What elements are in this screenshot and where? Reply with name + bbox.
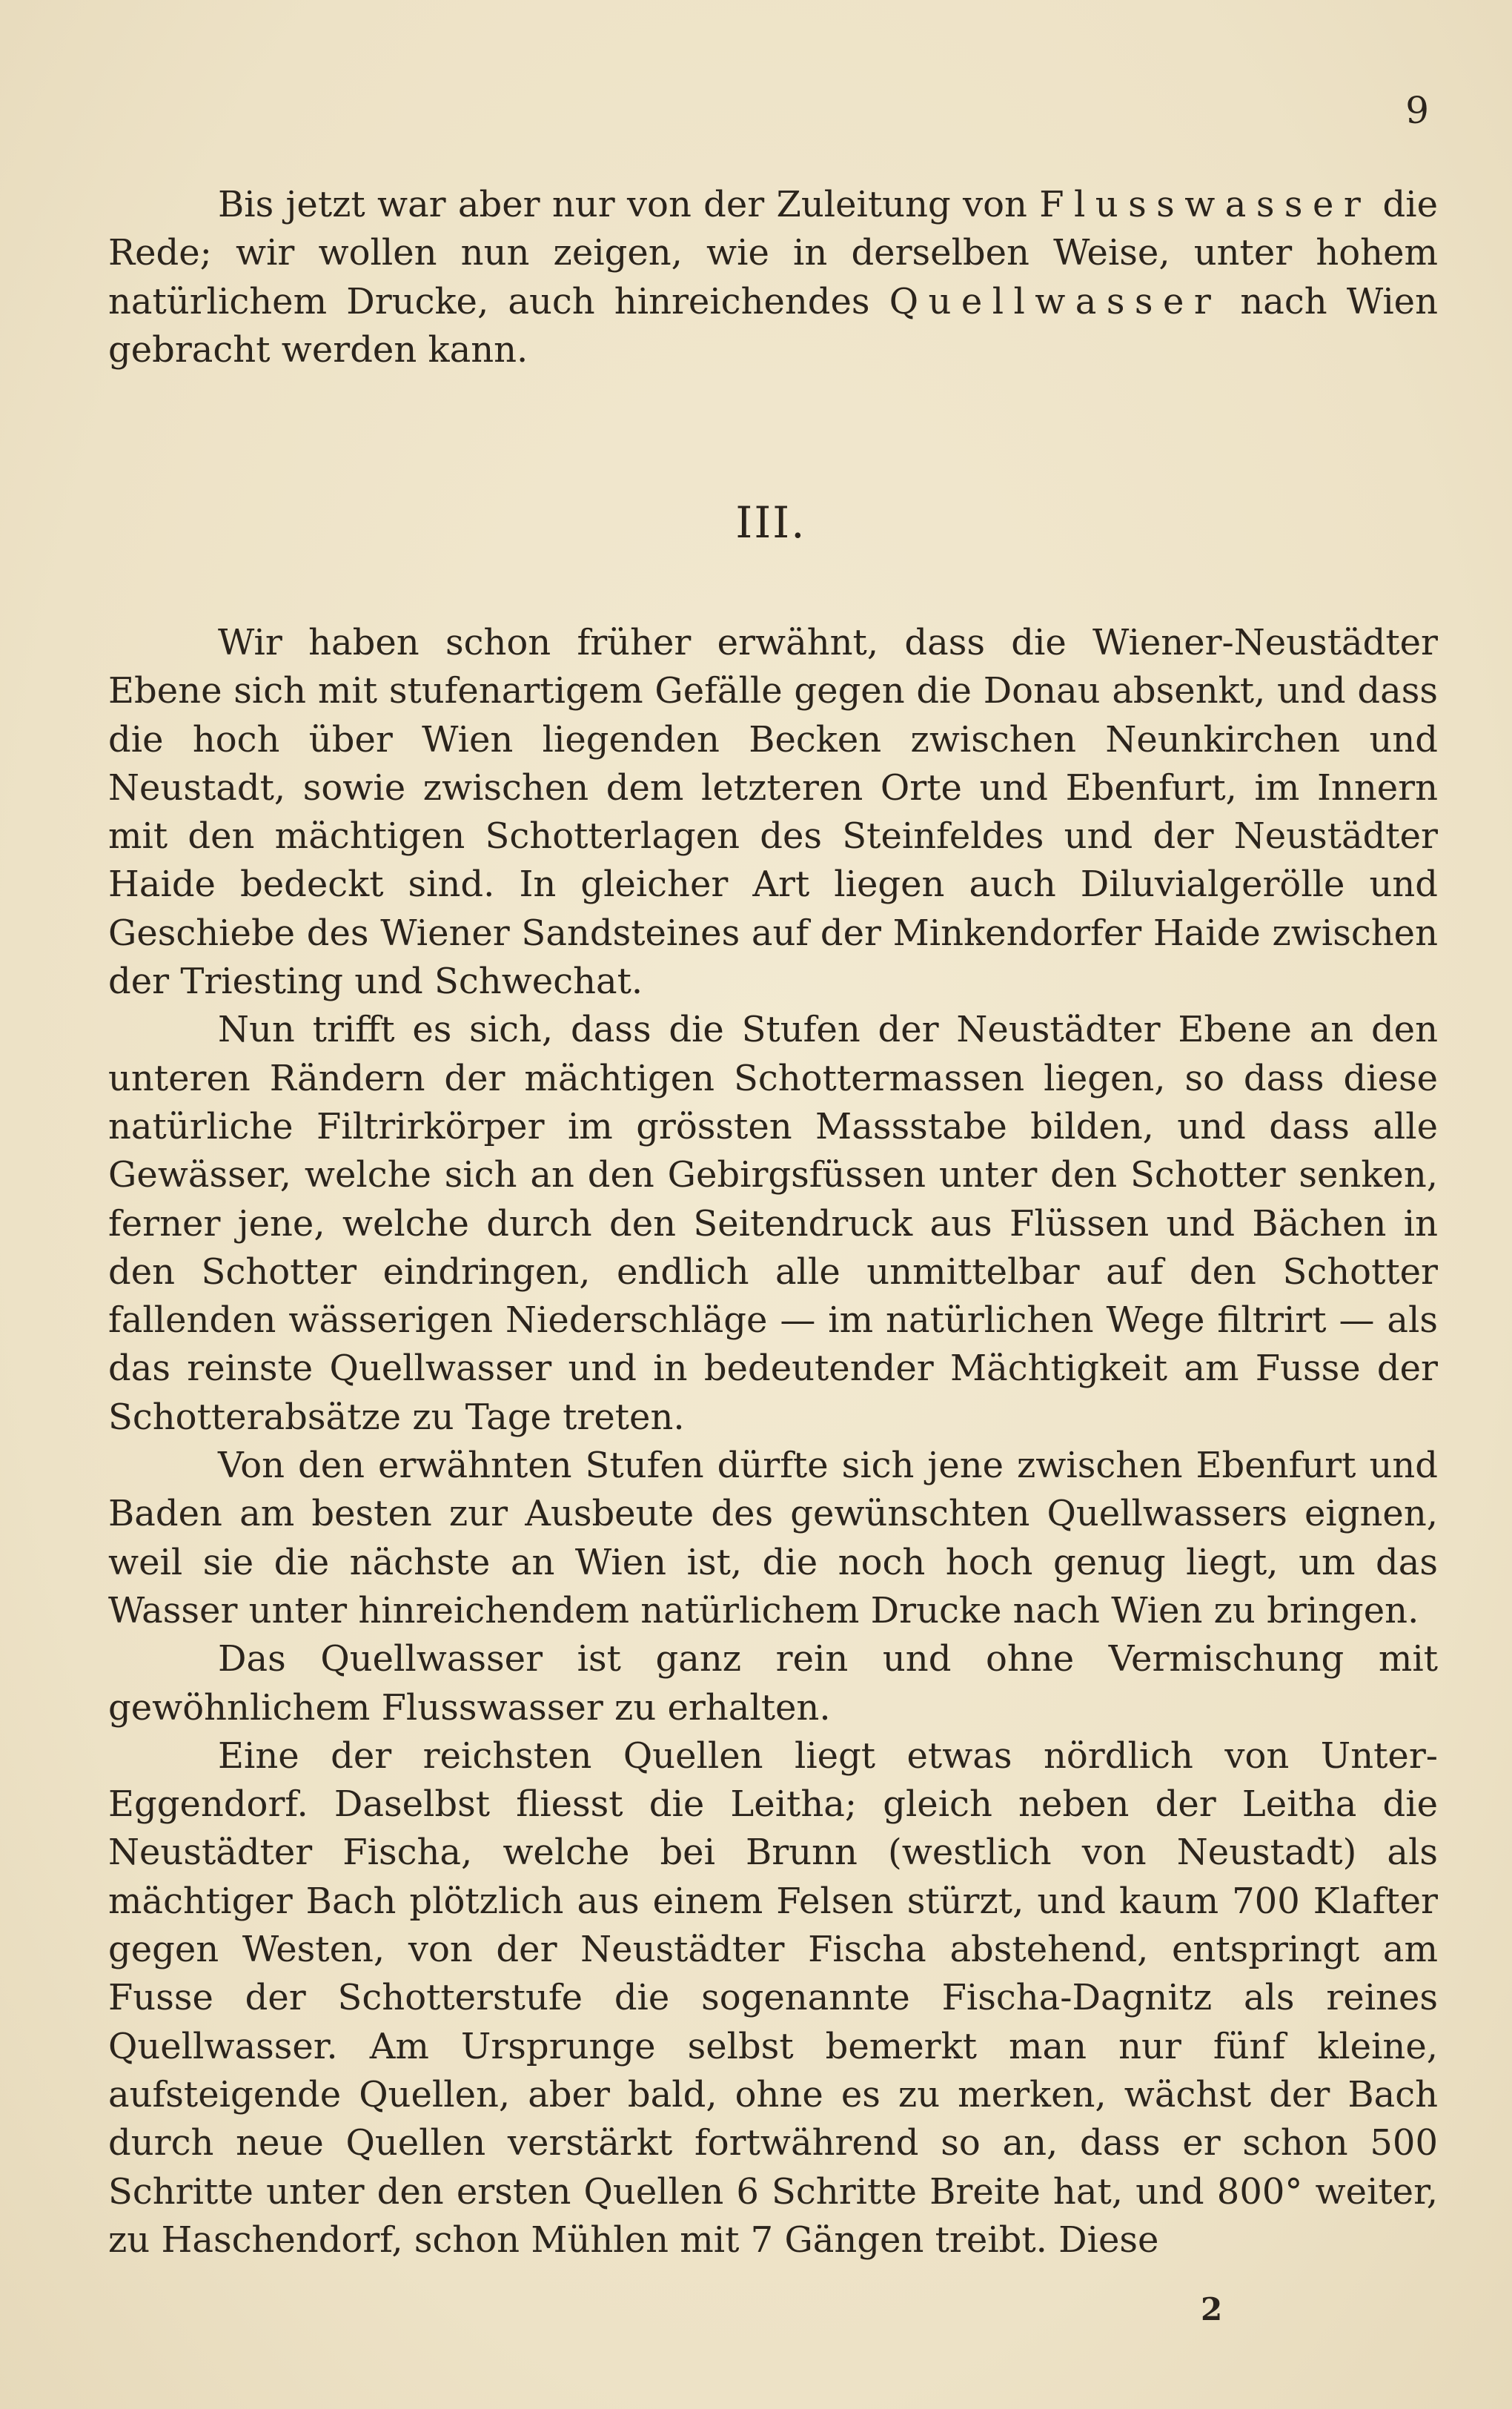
intro-paragraph [108, 181, 1438, 374]
section-heading: III. [735, 497, 806, 548]
emphasis-flusswasser: Flusswasser [1039, 184, 1371, 225]
intro-block [108, 181, 1438, 374]
emphasis-quellwasser: Quellwasser [889, 280, 1221, 322]
intro-text-1: Bis jetzt war aber nur von der Zuleitung von [218, 184, 1040, 225]
section-body [108, 619, 1438, 2264]
intro-text-2: die Rede; wir wollen nun zeigen, wie in derselben Weise, unter hohem natürlichem Drucke, auch hinreichendes [108, 184, 1438, 322]
page-number: 9 [1405, 89, 1429, 132]
signature-mark: 2 [1201, 2291, 1223, 2327]
paragraph: Von den erwähnten Stufen dürfte sich jene zwischen Ebenfurt und Baden am besten zur Ausbeute des gewünschten Quellwassers eignen, weil sie die nächste an Wien ist, die noch hoch genug liegt, um das Wasser unter hinreichendem natürlichem Drucke nach Wien zu bringen. [108, 1445, 1438, 1631]
paragraph: Eine der reichsten Quellen liegt etwas nördlich von Unter-Eggendorf. Daselbst fliesst die Leitha; gleich neben der Leitha die Neustädter Fischa, welche bei Brunn (westlich von Neustadt) als mächtiger Bach plötzlich aus einem Felsen stürzt, und kaum 700 Klafter gegen Westen, von der Neustädter Fischa abstehend, entspringt am Fusse der Schotterstufe die sogenannte Fischa-Dagnitz als reines Quellwasser. Am Ursprunge selbst bemerkt man nur fünf kleine, aufsteigende Quellen, aber bald, ohne es zu merken, wächst der Bach durch neue Quellen verstärkt fortwährend so an, dass er schon 500 Schritte unter den ersten Quellen 6 Schritte Breite hat, und 800° weiter, zu Haschendorf, schon Mühlen mit 7 Gängen treibt. Diese [108, 1734, 1438, 2261]
paragraph: Wir haben schon früher erwähnt, dass die Wiener-Neustädter Ebene sich mit stufenartigem Gefälle gegen die Donau absenkt, und dass die hoch über Wien liegenden Becken zwischen Neunkirchen und Neustadt, sowie zwischen dem letzteren Orte und Ebenfurt, im Innern mit den mächtigen Schotterlagen des Steinfeldes und der Neustädter Haide bedeckt sind. In gleicher Art liegen auch Diluvialgerölle und Geschiebe des Wiener Sandsteines auf der Minkendorfer Haide zwischen der Triesting und Schwechat. [108, 622, 1438, 1003]
paragraph: Nun trifft es sich, dass die Stufen der Neustädter Ebene an den unteren Rändern der mächtigen Schottermassen liegen, so dass diese natürliche Filtrirkörper im grössten Massstabe bilden, und dass alle Gewässer, welche sich an den Gebirgsfüssen unter den Schotter senken, ferner jene, welche durch den Seitendruck aus Flüssen und Bächen in den Schotter eindringen, endlich alle unmittelbar auf den Schotter fallenden wässerigen Niederschläge — im natürlichen Wege filtrirt — als das reinste Quellwasser und in bedeutender Mächtigkeit am Fusse der Schotterabsätze zu Tage treten. [108, 1009, 1438, 1438]
paragraph: Das Quellwasser ist ganz rein und ohne Vermischung mit gewöhnlichem Flusswasser zu erhalten. [108, 1638, 1438, 1729]
intro-text-3: nach Wien gebracht werden kann. [108, 280, 1439, 371]
